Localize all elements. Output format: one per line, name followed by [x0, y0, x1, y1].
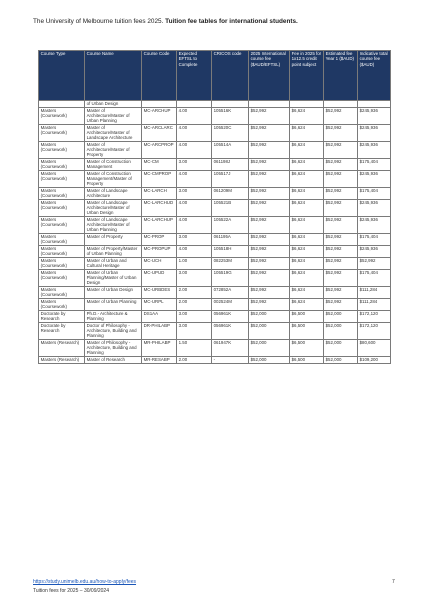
- cell-course-code: MC-LARCH: [142, 187, 177, 199]
- cell-cricos: 061198J: [212, 158, 249, 170]
- cell-eftsl: 2.00: [177, 286, 212, 298]
- cell-eftsl: 3.00: [177, 269, 212, 286]
- page-heading: [33, 18, 413, 26]
- cell-total-fee: $245,936: [358, 245, 391, 257]
- cell-course-name: Master of Property: [85, 233, 142, 245]
- cell-year1-fee: $52,000: [324, 339, 358, 356]
- table-row: [39, 170, 391, 187]
- cell-year1-fee: $52,992: [324, 170, 358, 187]
- cell-total-fee: $245,936: [358, 107, 391, 124]
- cell-cricos: 105516K: [212, 107, 249, 124]
- cell-course-code: MC-PROPUP: [142, 245, 177, 257]
- cell-total-fee: $175,404: [358, 187, 391, 199]
- cell-course-code: MC-LARCHUD: [142, 199, 177, 216]
- cell-course-type: Masters (Coursework): [39, 187, 85, 199]
- cell-course-fee: $52,992: [249, 257, 290, 269]
- cell-course-fee: $52,992: [249, 216, 290, 233]
- cell-total-fee: $245,936: [358, 170, 391, 187]
- cell-total-fee: $175,404: [358, 233, 391, 245]
- cell-total-fee: $109,200: [358, 356, 391, 363]
- cell-course-code: MC-ARCPROP: [142, 141, 177, 158]
- cell-course-code: MC-ARCHUP: [142, 107, 177, 124]
- cell-subject-fee: $6,624: [290, 170, 324, 187]
- table-row: [39, 298, 391, 310]
- cell-course-name: Master of Urban Planning: [85, 298, 142, 310]
- cell-year1-fee: $52,992: [324, 257, 358, 269]
- cell-course-fee: [249, 100, 290, 107]
- cell-year1-fee: $52,992: [324, 199, 358, 216]
- cell-total-fee: [358, 100, 391, 107]
- cell-course-fee: $52,992: [249, 124, 290, 141]
- header-total-fee: Indicative total course fee ($AUD): [358, 51, 391, 101]
- page-number: 7: [392, 579, 395, 585]
- cell-total-fee: $245,936: [358, 141, 391, 158]
- header-year1-fee: Estimated fee Year 1 ($AUD): [324, 51, 358, 101]
- cell-year1-fee: $52,992: [324, 124, 358, 141]
- cell-cricos: 105522A: [212, 216, 249, 233]
- cell-course-type: [39, 100, 85, 107]
- cell-subject-fee: $6,624: [290, 141, 324, 158]
- cell-total-fee: $245,936: [358, 124, 391, 141]
- cell-course-fee: $52,992: [249, 286, 290, 298]
- cell-cricos: 056961K: [212, 322, 249, 339]
- cell-course-type: Masters (Coursework): [39, 298, 85, 310]
- header-course-name: Course Name: [85, 51, 142, 101]
- cell-subject-fee: $6,624: [290, 124, 324, 141]
- cell-year1-fee: $52,992: [324, 245, 358, 257]
- cell-year1-fee: $52,992: [324, 269, 358, 286]
- cell-course-name: Master of Construction Management/Master of Property: [85, 170, 142, 187]
- cell-eftsl: 4.00: [177, 216, 212, 233]
- cell-course-type: Masters (Coursework): [39, 233, 85, 245]
- cell-course-code: MR-PHILABP: [142, 339, 177, 356]
- cell-course-code: MC-CMPROP: [142, 170, 177, 187]
- cell-year1-fee: $52,992: [324, 141, 358, 158]
- cell-course-code: MC-UCH: [142, 257, 177, 269]
- cell-course-type: Masters (Coursework): [39, 141, 85, 158]
- cell-course-type: Masters (Research): [39, 339, 85, 356]
- cell-year1-fee: $52,992: [324, 158, 358, 170]
- cell-year1-fee: $52,992: [324, 298, 358, 310]
- cell-course-name: Master of Urban and Cultural Heritage: [85, 257, 142, 269]
- cell-eftsl: 4.00: [177, 199, 212, 216]
- cell-course-name: Master of Property/Master of Urban Planning: [85, 245, 142, 257]
- cell-subject-fee: $6,500: [290, 310, 324, 322]
- cell-course-type: Doctorate by Research: [39, 310, 85, 322]
- cell-subject-fee: $6,500: [290, 339, 324, 356]
- table-row: [39, 269, 391, 286]
- cell-course-type: Masters (Coursework): [39, 199, 85, 216]
- cell-eftsl: 1.00: [177, 257, 212, 269]
- cell-course-fee: $52,000: [249, 310, 290, 322]
- cell-course-fee: $52,000: [249, 356, 290, 363]
- header-course-type: Course Type: [39, 51, 85, 101]
- cell-year1-fee: $52,992: [324, 187, 358, 199]
- cell-course-code: MC-URBDES: [142, 286, 177, 298]
- cell-course-fee: $52,992: [249, 170, 290, 187]
- table-row: [39, 356, 391, 363]
- cell-course-fee: $52,000: [249, 322, 290, 339]
- cell-course-code: DR-PHILABP: [142, 322, 177, 339]
- cell-cricos: 002524M: [212, 298, 249, 310]
- cell-eftsl: 4.00: [177, 141, 212, 158]
- cell-total-fee: $111,284: [358, 298, 391, 310]
- table-row: [39, 233, 391, 245]
- cell-total-fee: $80,600: [358, 339, 391, 356]
- cell-year1-fee: [324, 100, 358, 107]
- table-row: [39, 107, 391, 124]
- cell-year1-fee: $52,000: [324, 356, 358, 363]
- table-row: [39, 322, 391, 339]
- table-body: [39, 100, 391, 363]
- cell-course-type: Masters (Coursework): [39, 124, 85, 141]
- fee-table: [38, 50, 391, 364]
- cell-eftsl: 2.00: [177, 298, 212, 310]
- cell-eftsl: 3.00: [177, 187, 212, 199]
- cell-subject-fee: $6,500: [290, 322, 324, 339]
- cell-cricos: 061947K: [212, 339, 249, 356]
- cell-total-fee: $245,936: [358, 199, 391, 216]
- cell-total-fee: $175,404: [358, 269, 391, 286]
- cell-course-code: MR-RESABP: [142, 356, 177, 363]
- heading-bold: Tuition fee tables for international students.: [165, 18, 298, 25]
- cell-year1-fee: $52,992: [324, 107, 358, 124]
- cell-course-name: Master of Construction Management: [85, 158, 142, 170]
- cell-course-name: Ph.D.- Architecture & Planning: [85, 310, 142, 322]
- cell-subject-fee: $6,624: [290, 158, 324, 170]
- table-row: [39, 124, 391, 141]
- cell-year1-fee: $52,992: [324, 233, 358, 245]
- cell-subject-fee: $6,624: [290, 257, 324, 269]
- cell-cricos: 072852A: [212, 286, 249, 298]
- cell-subject-fee: [290, 100, 324, 107]
- cell-eftsl: 4.00: [177, 107, 212, 124]
- table-row: [39, 310, 391, 322]
- cell-course-type: Masters (Research): [39, 356, 85, 363]
- cell-cricos: 105514A: [212, 141, 249, 158]
- cell-total-fee: $172,120: [358, 310, 391, 322]
- cell-subject-fee: $6,624: [290, 187, 324, 199]
- cell-year1-fee: $52,992: [324, 216, 358, 233]
- cell-cricos: -: [212, 356, 249, 363]
- table-row: [39, 286, 391, 298]
- cell-course-code: [142, 100, 177, 107]
- cell-course-code: DS1AA: [142, 310, 177, 322]
- cell-course-name: Master of Philosophy - Architecture, Building and Planning: [85, 339, 142, 356]
- cell-eftsl: 2.00: [177, 356, 212, 363]
- cell-course-type: Masters (Coursework): [39, 216, 85, 233]
- cell-course-type: Masters (Coursework): [39, 286, 85, 298]
- cell-course-fee: $52,992: [249, 269, 290, 286]
- cell-subject-fee: $6,624: [290, 216, 324, 233]
- cell-total-fee: $245,936: [358, 216, 391, 233]
- cell-course-code: MC-UPUD: [142, 269, 177, 286]
- cell-eftsl: 3.00: [177, 233, 212, 245]
- table-row: [39, 199, 391, 216]
- cell-course-name: Master of Landscape Architecture: [85, 187, 142, 199]
- cell-subject-fee: $6,624: [290, 233, 324, 245]
- cell-cricos: 105518H: [212, 245, 249, 257]
- cell-eftsl: 4.00: [177, 124, 212, 141]
- cell-course-code: MC-LARCHUP: [142, 216, 177, 233]
- cell-course-name: Doctor of Philosophy - Architecture, Building and Planning: [85, 322, 142, 339]
- cell-course-fee: $52,992: [249, 199, 290, 216]
- cell-subject-fee: $6,500: [290, 356, 324, 363]
- cell-course-type: Masters (Coursework): [39, 269, 85, 286]
- header-course-fee: 2025 International course fee ($AUD/EFTSL): [249, 51, 290, 101]
- cell-subject-fee: $6,624: [290, 245, 324, 257]
- cell-eftsl: 4.00: [177, 170, 212, 187]
- cell-total-fee: $111,284: [358, 286, 391, 298]
- cell-year1-fee: $52,992: [324, 286, 358, 298]
- cell-cricos: 056961K: [212, 310, 249, 322]
- cell-eftsl: 3.00: [177, 322, 212, 339]
- cell-course-type: Doctorate by Research: [39, 322, 85, 339]
- cell-subject-fee: $6,624: [290, 269, 324, 286]
- cell-course-fee: $52,992: [249, 298, 290, 310]
- cell-course-type: Masters (Coursework): [39, 245, 85, 257]
- cell-course-name: Master of Architecture/Master of Urban Planning: [85, 107, 142, 124]
- cell-course-code: MC-PROP: [142, 233, 177, 245]
- table-row: [39, 158, 391, 170]
- cell-eftsl: 3.00: [177, 310, 212, 322]
- cell-course-code: MC-CM: [142, 158, 177, 170]
- cell-cricos: 105519G: [212, 269, 249, 286]
- cell-subject-fee: $6,624: [290, 298, 324, 310]
- cell-course-code: MC-ARCLARC: [142, 124, 177, 141]
- table-row: [39, 257, 391, 269]
- cell-course-type: Masters (Coursework): [39, 107, 85, 124]
- cell-course-name: Master of Urban Planning/Master of Urban Design: [85, 269, 142, 286]
- cell-eftsl: 4.00: [177, 245, 212, 257]
- cell-year1-fee: $52,000: [324, 322, 358, 339]
- cell-course-name: of Urban Design: [85, 100, 142, 107]
- table-row: [39, 339, 391, 356]
- cell-cricos: 061195A: [212, 233, 249, 245]
- table-row: [39, 245, 391, 257]
- cell-course-fee: $52,000: [249, 339, 290, 356]
- cell-course-name: Master of Architecture/Master of Landscape Architecture: [85, 124, 142, 141]
- cell-course-fee: $52,992: [249, 158, 290, 170]
- cell-course-fee: $52,992: [249, 245, 290, 257]
- cell-course-type: Masters (Coursework): [39, 170, 85, 187]
- cell-subject-fee: $6,624: [290, 286, 324, 298]
- header-eftsl: Expected EFTSL to Complete: [177, 51, 212, 101]
- cell-course-type: Masters (Coursework): [39, 158, 85, 170]
- cell-course-fee: $52,992: [249, 187, 290, 199]
- cell-course-name: Master of Research: [85, 356, 142, 363]
- table-row: [39, 216, 391, 233]
- cell-total-fee: $52,992: [358, 257, 391, 269]
- cell-eftsl: 1.50: [177, 339, 212, 356]
- header-cricos: CRICOS code: [212, 51, 249, 101]
- cell-course-name: Master of Architecture/Master of Property: [85, 141, 142, 158]
- cell-course-type: Masters (Coursework): [39, 257, 85, 269]
- table-row: [39, 141, 391, 158]
- table-row: [39, 100, 391, 107]
- cell-subject-fee: $6,624: [290, 199, 324, 216]
- footer-date: Tuition fees for 2025 – 30/09/2024: [33, 588, 109, 594]
- cell-course-fee: $52,992: [249, 141, 290, 158]
- header-subject-fee: Fee in 2025 for 1x12.5 credit point subject: [290, 51, 324, 101]
- cell-year1-fee: $52,000: [324, 310, 358, 322]
- cell-eftsl: [177, 100, 212, 107]
- header-course-code: Course Code: [142, 51, 177, 101]
- cell-cricos: 105520C: [212, 124, 249, 141]
- table-header-row: [39, 51, 391, 101]
- cell-cricos: [212, 100, 249, 107]
- cell-course-fee: $52,992: [249, 107, 290, 124]
- cell-course-code: MC-URPL: [142, 298, 177, 310]
- cell-course-name: Master of Urban Design: [85, 286, 142, 298]
- cell-total-fee: $172,120: [358, 322, 391, 339]
- cell-cricos: 082253M: [212, 257, 249, 269]
- cell-cricos: 105521B: [212, 199, 249, 216]
- heading-text: The University of Melbourne tuition fees 2025.: [33, 18, 166, 25]
- cell-cricos: 061209M: [212, 187, 249, 199]
- cell-total-fee: $175,404: [358, 158, 391, 170]
- cell-subject-fee: $6,624: [290, 107, 324, 124]
- cell-cricos: 105517J: [212, 170, 249, 187]
- fees-link[interactable]: https://study.unimelb.edu.au/how-to-apply/fees: [33, 579, 137, 585]
- cell-course-fee: $52,992: [249, 233, 290, 245]
- cell-course-name: Master of Landscape Architecture/Master of Urban Planning: [85, 216, 142, 233]
- cell-course-name: Master of Landscape Architecture/Master of Urban Design: [85, 199, 142, 216]
- table-row: [39, 187, 391, 199]
- cell-eftsl: 3.00: [177, 158, 212, 170]
